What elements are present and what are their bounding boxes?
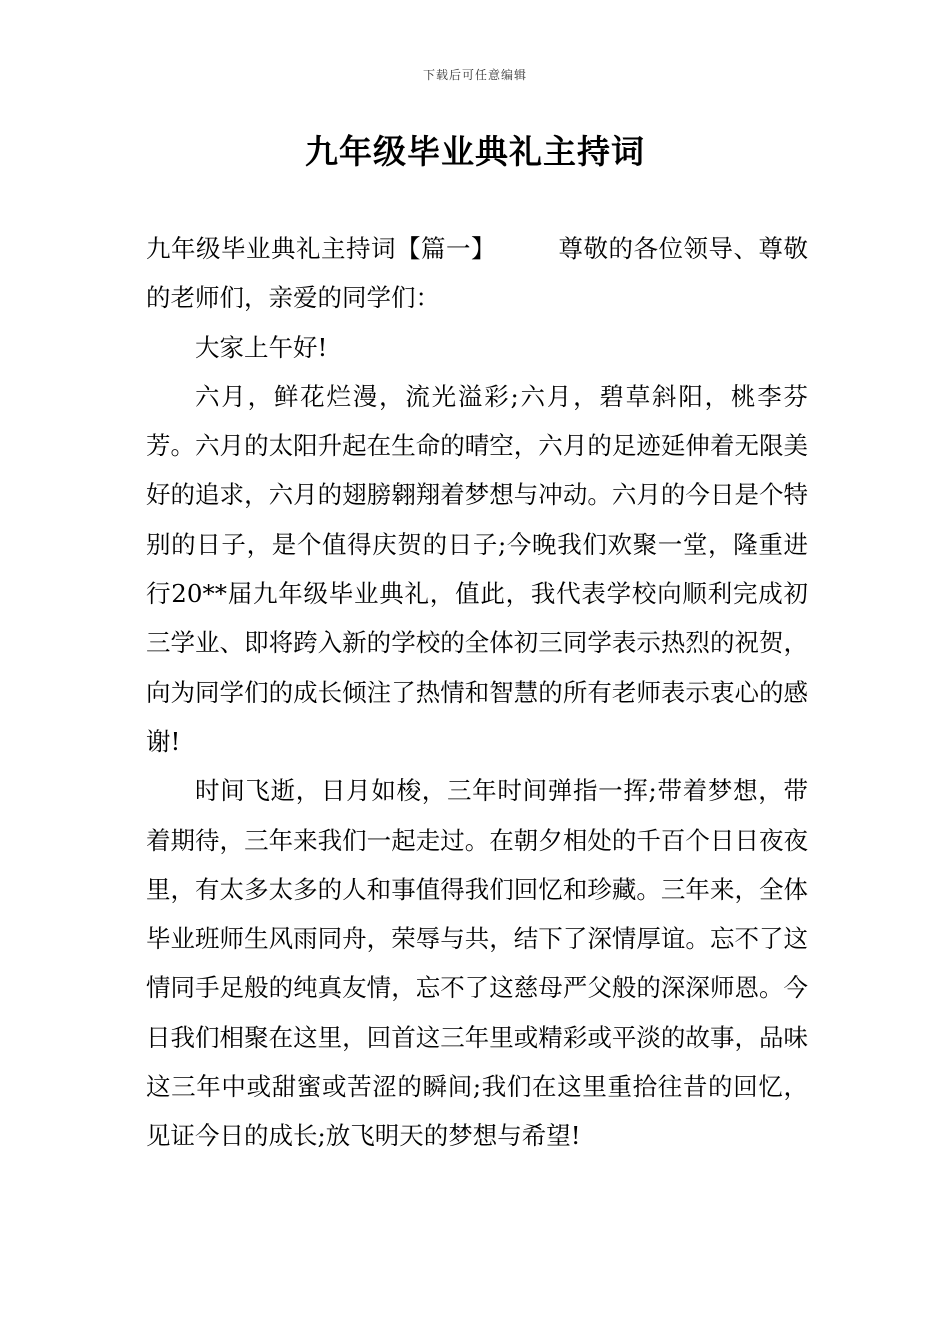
paragraph-greeting: 大家上午好! — [195, 332, 328, 362]
paragraph-time: 时间飞逝，日月如梭，三年时间弹指一挥;带着梦想，带着期待，三年来我们一起走过。在朝夕相处的千百个日日夜夜里，有太多太多的人和事值得我们回忆和珍藏。三年来，全体毕业班师生风雨同舟，荣辱与共，结下了深情厚谊。忘不了这情同手足般的纯真友情，忘不了这慈母严父般的深深师恩。今日我们相聚在这里，回首这三年里或精彩或平淡的故事，品味这三年中或甜蜜或苦涩的瞬间;我们在这里重拾往昔的回忆，见证今日的成长;放飞明天的梦想与希望! — [146, 776, 808, 1151]
paragraph-june: 六月，鲜花烂漫，流光溢彩;六月，碧草斜阳，桃李芬芳。六月的太阳升起在生命的晴空，六月的足迹延伸着无限美好的追求，六月的翅膀翱翔着梦想与冲动。六月的今日是个特别的日子，是个值得庆贺的日子;今晚我们欢聚一堂，隆重进行20**届九年级毕业典礼，值此，我代表学校向顺利完成初三学业、即将跨入新的学校的全体初三同学表示热烈的祝贺，向为同学们的成长倾注了热情和智慧的所有老师表示衷心的感谢! — [146, 381, 808, 756]
document-title: 九年级毕业典礼主持词 — [305, 132, 645, 171]
header-note: 下载后可任意编辑 — [422, 68, 527, 82]
intro-heading: 九年级毕业典礼主持词【篇一】 — [146, 234, 496, 263]
document-body — [146, 224, 808, 1161]
intro-salutation: 尊敬的各位领导、尊敬的老师们，亲爱的同学们： — [146, 234, 808, 313]
intro-paragraph — [146, 224, 808, 323]
